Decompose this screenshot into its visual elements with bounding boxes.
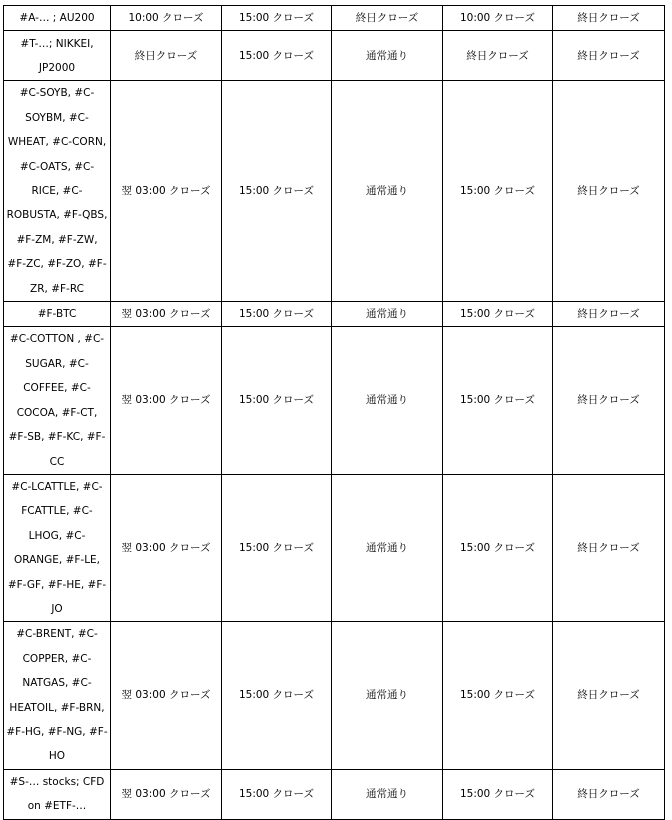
table-row xyxy=(4,302,665,327)
schedule-cell: 終日クローズ xyxy=(553,769,665,819)
schedule-cell: 15:00 クローズ xyxy=(222,327,332,474)
schedule-cell: 15:00 クローズ xyxy=(443,474,553,621)
schedule-cell: 終日クローズ xyxy=(553,81,665,302)
schedule-cell: 15:00 クローズ xyxy=(222,622,332,769)
table-row xyxy=(4,31,665,81)
schedule-cell: 終日クローズ xyxy=(111,31,222,81)
schedule-cell: 通常通り xyxy=(332,474,443,621)
schedule-cell: 終日クローズ xyxy=(553,31,665,81)
schedule-cell: 終日クローズ xyxy=(332,6,443,31)
symbol-cell: #C-COTTON , #C-SUGAR, #C-COFFEE, #C-COCOA, #F-CT, #F-SB, #F-KC, #F-CC xyxy=(4,327,111,474)
table-row xyxy=(4,327,665,474)
schedule-cell: 翌 03:00 クローズ xyxy=(111,302,222,327)
schedule-cell: 15:00 クローズ xyxy=(222,769,332,819)
schedule-cell: 翌 03:00 クローズ xyxy=(111,769,222,819)
schedule-cell: 翌 03:00 クローズ xyxy=(111,81,222,302)
schedule-cell: 15:00 クローズ xyxy=(443,327,553,474)
schedule-cell: 通常通り xyxy=(332,622,443,769)
schedule-cell: 通常通り xyxy=(332,81,443,302)
table-row xyxy=(4,6,665,31)
schedule-cell: 15:00 クローズ xyxy=(443,769,553,819)
schedule-cell: 15:00 クローズ xyxy=(222,302,332,327)
table-row xyxy=(4,622,665,769)
schedule-cell: 終日クローズ xyxy=(553,327,665,474)
schedule-cell: 通常通り xyxy=(332,769,443,819)
schedule-cell: 通常通り xyxy=(332,327,443,474)
schedule-cell: 通常通り xyxy=(332,31,443,81)
schedule-cell: 終日クローズ xyxy=(553,474,665,621)
schedule-cell: 10:00 クローズ xyxy=(111,6,222,31)
symbol-cell: #C-SOYB, #C-SOYBM, #C-WHEAT, #C-CORN, #C-OATS, #C-RICE, #C-ROBUSTA, #F-QBS, #F-ZM, #F-ZW, #F-ZC, #F-ZO, #F-ZR, #F-RC xyxy=(4,81,111,302)
schedule-cell: 15:00 クローズ xyxy=(443,81,553,302)
symbol-cell: #C-BRENT, #C-COPPER, #C-NATGAS, #C-HEATOIL, #F-BRN, #F-HG, #F-NG, #F-HO xyxy=(4,622,111,769)
schedule-table-container xyxy=(3,5,665,820)
symbol-cell: #A-… ; AU200 xyxy=(4,6,111,31)
schedule-cell: 15:00 クローズ xyxy=(443,622,553,769)
schedule-cell: 15:00 クローズ xyxy=(222,81,332,302)
schedule-cell: 翌 03:00 クローズ xyxy=(111,327,222,474)
symbol-cell: #T-…; NIKKEI, JP2000 xyxy=(4,31,111,81)
schedule-cell: 終日クローズ xyxy=(553,6,665,31)
schedule-cell: 翌 03:00 クローズ xyxy=(111,474,222,621)
schedule-cell: 通常通り xyxy=(332,302,443,327)
schedule-cell: 15:00 クローズ xyxy=(222,6,332,31)
schedule-cell: 10:00 クローズ xyxy=(443,6,553,31)
table-row xyxy=(4,81,665,302)
schedule-cell: 終日クローズ xyxy=(443,31,553,81)
symbol-cell: #F-BTC xyxy=(4,302,111,327)
symbol-cell: #C-LCATTLE, #C-FCATTLE, #C-LHOG, #C-ORANGE, #F-LE, #F-GF, #F-HE, #F-JO xyxy=(4,474,111,621)
schedule-cell: 終日クローズ xyxy=(553,622,665,769)
schedule-cell: 翌 03:00 クローズ xyxy=(111,622,222,769)
holiday-schedule-table xyxy=(3,5,665,820)
schedule-cell: 終日クローズ xyxy=(553,302,665,327)
table-row xyxy=(4,474,665,621)
table-row xyxy=(4,769,665,819)
schedule-cell: 15:00 クローズ xyxy=(222,474,332,621)
schedule-cell: 15:00 クローズ xyxy=(443,302,553,327)
symbol-cell: #S-… stocks; CFD on #ETF-… xyxy=(4,769,111,819)
schedule-cell: 15:00 クローズ xyxy=(222,31,332,81)
